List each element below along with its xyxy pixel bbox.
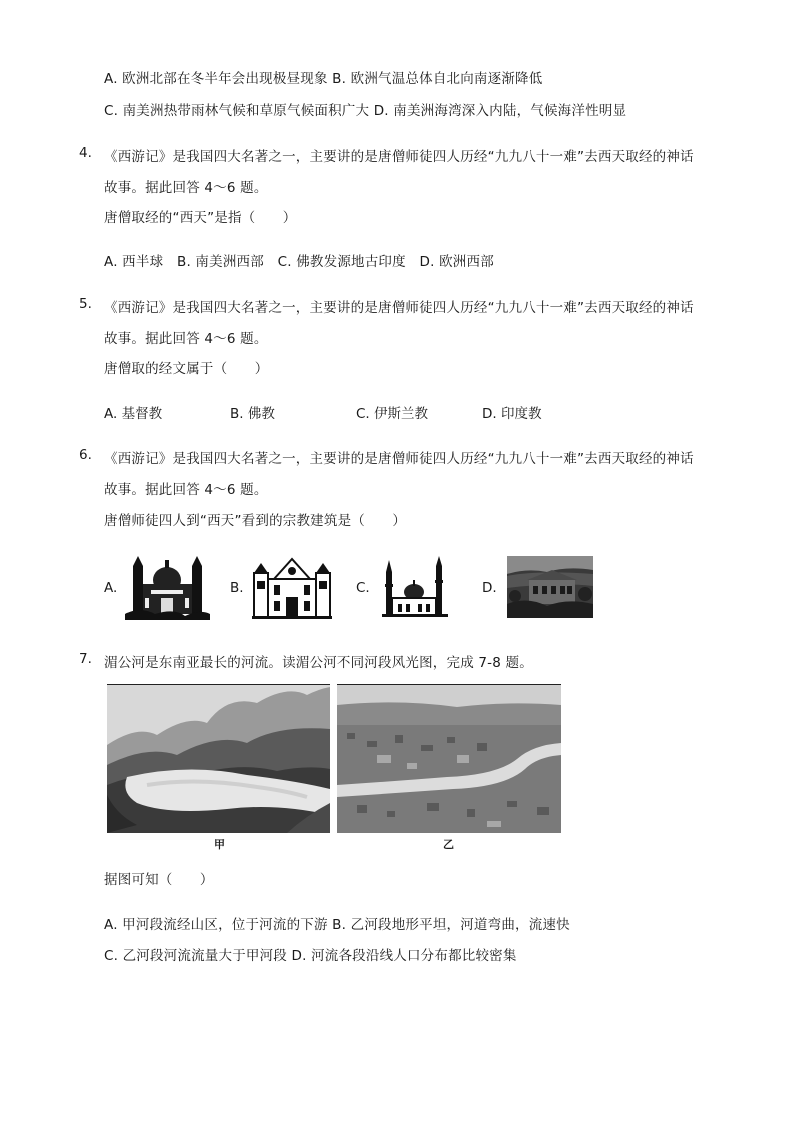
q6-stem-line-1: 《西游记》是我国四大名著之一，主要讲的是唐僧师徒四人历经“九九八十一难”去西天取经的神话 (104, 451, 694, 467)
q3-option-line-1: A. 欧洲北部在冬半年会出现极昼现象 B. 欧洲气温总体自北向南逐渐降低 (104, 71, 543, 87)
q7-photo-jia (107, 684, 330, 833)
q5-stem-line-2: 故事。据此回答 4～6 题。 (104, 331, 268, 347)
q4-stem-line-2: 故事。据此回答 4～6 题。 (104, 180, 268, 196)
q6-option-a-building-image (125, 554, 210, 620)
q5-question: 唐僧取的经文属于（ ） (104, 361, 269, 377)
q4-options: A. 西半球 B. 南美洲西部 C. 佛教发源地古印度 D. 欧洲西部 (104, 254, 494, 270)
q5-option-d: D. 印度教 (482, 406, 542, 422)
q3-option-line-2: C. 南美洲热带雨林气候和草原气候面积广大 D. 南美洲海湾深入内陆，气候海洋性明显 (104, 103, 627, 119)
q5-number: 5. (79, 296, 92, 312)
q5-stem-line-1: 《西游记》是我国四大名著之一，主要讲的是唐僧师徒四人历经“九九八十一难”去西天取经的神话 (104, 300, 694, 316)
q6-option-b-building-image (252, 555, 332, 619)
q7-option-line-1: A. 甲河段流经山区，位于河流的下游 B. 乙河段地形平坦，河道弯曲，流速快 (104, 917, 570, 933)
q7-option-line-2: C. 乙河段河流流量大于甲河段 D. 河流各段沿线人口分布都比较密集 (104, 948, 517, 964)
q4-question: 唐僧取经的“西天”是指（ ） (104, 210, 297, 226)
q4-stem-line-1: 《西游记》是我国四大名著之一，主要讲的是唐僧师徒四人历经“九九八十一难”去西天取经的神话 (104, 149, 694, 165)
q6-option-d-building-image (507, 556, 593, 618)
q5-option-a: A. 基督教 (104, 406, 163, 422)
q6-option-c-label: C. (356, 580, 370, 596)
q7-caption-jia: 甲 (214, 838, 225, 851)
q6-question: 唐僧师徒四人到“西天”看到的宗教建筑是（ ） (104, 513, 407, 529)
q5-option-c: C. 伊斯兰教 (356, 406, 429, 422)
q7-photo-yi (337, 684, 561, 833)
q7-number: 7. (79, 651, 92, 667)
q7-stem: 湄公河是东南亚最长的河流。读湄公河不同河段风光图，完成 7-8 题。 (104, 655, 533, 671)
q5-option-b: B. 佛教 (230, 406, 275, 422)
q7-question: 据图可知（ ） (104, 872, 214, 888)
q6-option-d-label: D. (482, 580, 497, 596)
q6-option-c-building-image (378, 556, 450, 618)
q6-option-a-label: A. (104, 580, 118, 596)
q6-number: 6. (79, 447, 92, 463)
q6-option-b-label: B. (230, 580, 244, 596)
q4-number: 4. (79, 145, 92, 161)
q7-caption-yi: 乙 (443, 838, 454, 851)
q6-stem-line-2: 故事。据此回答 4～6 题。 (104, 482, 268, 498)
